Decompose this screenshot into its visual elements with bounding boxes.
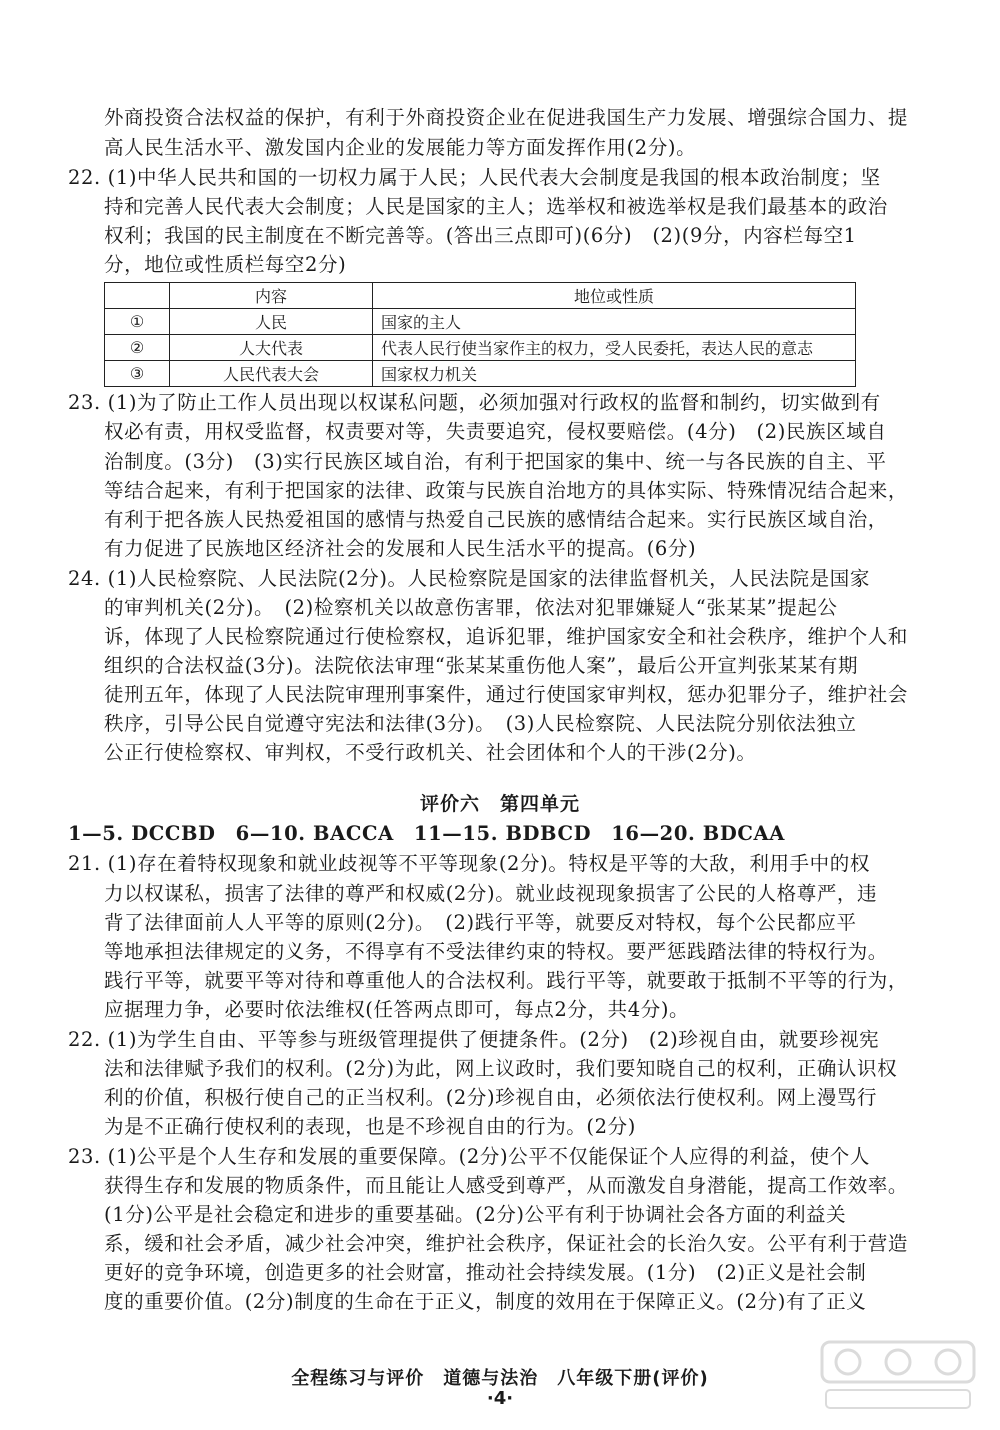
row-number: ③ — [105, 361, 170, 387]
table-row — [105, 361, 856, 387]
text-line: 高人民生活水平、激发国内企业的发展能力等方面发挥作用(2分)。 — [104, 136, 697, 159]
text-line: 24. (1)人民检察院、人民法院(2分)。人民检察院是国家的法律监督机关，人民法院是国家 — [68, 567, 870, 590]
text-line: 权必有责，用权受监督，权责要对等，失责要追究，侵权要赔偿。(4分) (2)民族区域自 — [104, 420, 887, 443]
text-line: 系，缓和社会矛盾，减少社会冲突，维护社会秩序，保证社会的长治久安。公平有利于营造 — [104, 1232, 909, 1255]
text-line: 持和完善人民代表大会制度；人民是国家的主人；选举权和被选举权是我们最基本的政治 — [104, 195, 888, 218]
text-line: 组织的合法权益(3分)。法院依法审理“张某某重伤他人案”，最后公开宣判张某某有期 — [104, 654, 859, 677]
table-header-num — [105, 283, 170, 309]
table-header-content: 内容 — [170, 283, 373, 309]
text-line: 等地承担法律规定的义务，不得享有不受法律约束的特权。要严惩践踏法律的特权行为。 — [104, 940, 888, 963]
text-line: (1分)公平是社会稳定和进步的重要基础。(2分)公平有利于协调社会各方面的利益关 — [104, 1203, 847, 1226]
text-line: 外商投资合法权益的保护，有利于外商投资企业在促进我国生产力发展、增强综合国力、提 — [104, 106, 909, 129]
choice-answers: 1—5. DCCBD 6—10. BACCA 11—15. BDBCD 16—20. BDCAA — [68, 822, 785, 845]
text-line: 诉，体现了人民检察院通过行使检察权，追诉犯罪，维护国家安全和社会秩序，维护个人和 — [104, 625, 909, 648]
text-line: 力以权谋私，损害了法律的尊严和权威(2分)。就业歧视现象损害了公民的人格尊严，违 — [104, 882, 878, 905]
text-line: 23. (1)公平是个人生存和发展的重要保障。(2分)公平不仅能保证个人应得的利益，使个人 — [68, 1145, 870, 1168]
text-line: 践行平等，就要平等对待和尊重他人的合法权利。践行平等，就要敢于抵制不平等的行为， — [104, 969, 909, 992]
table-header-row — [105, 283, 856, 309]
text-line: 权利；我国的民主制度在不断完善等。(答出三点即可)(6分) (2)(9分，内容栏每空1 — [104, 224, 857, 247]
text-line: 为是不正确行使权利的表现，也是不珍视自由的行为。(2分) — [104, 1115, 636, 1138]
text-line: 23. (1)为了防止工作人员出现以权谋私问题，必须加强对行政权的监督和制约，切实做到有 — [68, 391, 881, 414]
watermark-logo-icon — [818, 1336, 978, 1416]
text-line: 公正行使检察权、审判权，不受行政机关、社会团体和个人的干涉(2分)。 — [104, 741, 757, 764]
text-line: 徒刑五年，体现了人民法院审理刑事案件，通过行使国家审判权，惩办犯罪分子，维护社会 — [104, 683, 909, 706]
text-line: 的审判机关(2分)。 (2)检察机关以故意伤害罪，依法对犯罪嫌疑人“张某某”提起公 — [104, 596, 838, 619]
table-row — [105, 309, 856, 335]
row-content: 人民代表大会 — [170, 361, 373, 387]
text-line: 22. (1)为学生自由、平等参与班级管理提供了便捷条件。(2分) (2)珍视自由，就要珍视宪 — [68, 1028, 880, 1051]
text-line: 有力促进了民族地区经济社会的发展和人民生活水平的提高。(6分) — [104, 537, 697, 560]
text-line: 秩序，引导公民自觉遵守宪法和法律(3分)。 (3)人民检察院、人民法院分别依法独立 — [104, 712, 857, 735]
page-number: ·4· — [486, 1388, 514, 1409]
row-nature: 代表人民行使当家作主的权力，受人民委托，表达人民的意志 — [373, 335, 856, 361]
text-line: 应据理力争，必要时依法维权(任答两点即可，每点2分，共4分)。 — [104, 998, 690, 1021]
text-line: 背了法律面前人人平等的原则(2分)。 (2)践行平等，就要反对特权，每个公民都应平 — [104, 911, 857, 934]
table-header-nature: 地位或性质 — [373, 283, 856, 309]
text-line: 分，地位或性质栏每空2分) — [104, 253, 347, 276]
section-heading: 评价六 第四单元 — [419, 793, 580, 815]
text-line: 获得生存和发展的物质条件，而且能让人感受到尊严，从而激发自身潜能，提高工作效率。 — [104, 1174, 909, 1197]
text-line: 22. (1)中华人民共和国的一切权力属于人民；人民代表大会制度是我国的根本政治制度；坚 — [68, 166, 881, 189]
row-number: ① — [105, 309, 170, 335]
row-content: 人民 — [170, 309, 373, 335]
row-nature: 国家权力机关 — [373, 361, 856, 387]
footer-book-title: 全程练习与评价 道德与法治 八年级下册(评价) — [291, 1368, 709, 1389]
text-line: 度的重要价值。(2分)制度的生命在于正义，制度的效用在于保障正义。(2分)有了正义 — [104, 1290, 867, 1313]
text-line: 利的价值，积极行使自己的正当权利。(2分)珍视自由，必须依法行使权利。网上漫骂行 — [104, 1086, 878, 1109]
text-line: 有利于把各族人民热爱祖国的感情与热爱自己民族的感情结合起来。实行民族区域自治， — [104, 508, 888, 531]
table-row — [105, 335, 856, 361]
text-line: 法和法律赋予我们的权利。(2分)为此，网上议政时，我们要知晓自己的权利，正确认识权 — [104, 1057, 898, 1080]
row-nature: 国家的主人 — [373, 309, 856, 335]
answer-table — [104, 282, 856, 387]
row-content: 人大代表 — [170, 335, 373, 361]
text-line: 等结合起来，有利于把国家的法律、政策与民族自治地方的具体实际、特殊情况结合起来， — [104, 479, 909, 502]
text-line: 治制度。(3分) (3)实行民族区域自治，有利于把国家的集中、统一与各民族的自主、平 — [104, 450, 887, 473]
text-line: 更好的竞争环境，创造更多的社会财富，推动社会持续发展。(1分) (2)正义是社会制 — [104, 1261, 867, 1284]
row-number: ② — [105, 335, 170, 361]
text-line: 21. (1)存在着特权现象和就业歧视等不平等现象(2分)。特权是平等的大敌，利用手中的权 — [68, 852, 870, 875]
